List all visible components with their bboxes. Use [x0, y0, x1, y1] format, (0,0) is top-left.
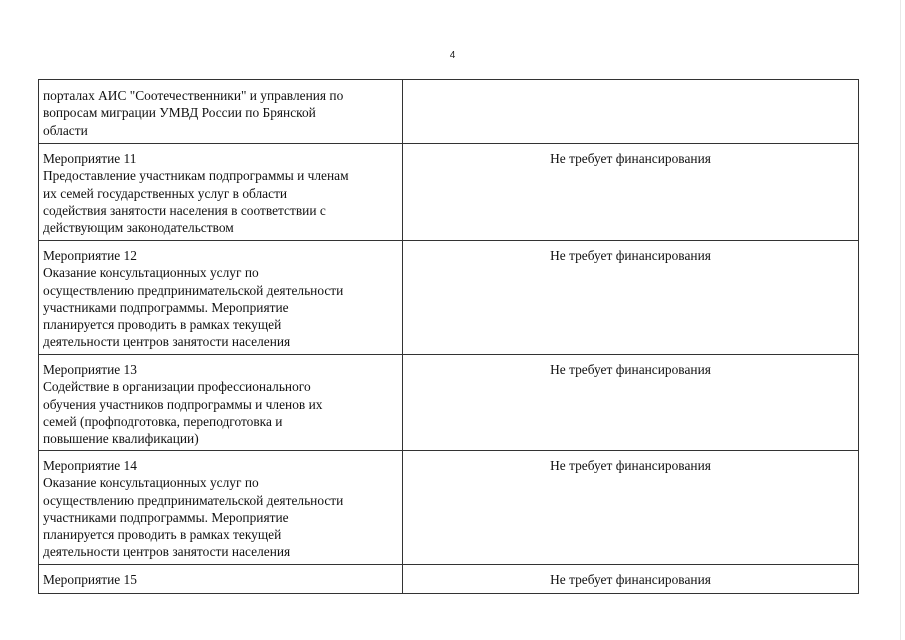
description-line: Содействие в организации профессионального — [43, 379, 311, 395]
table-row — [39, 80, 859, 144]
description-line: деятельности центров занятости населения — [43, 334, 291, 350]
table-row — [39, 144, 859, 241]
description-line: планируется проводить в рамках текущей — [43, 317, 282, 333]
description-line: деятельности центров занятости населения — [43, 544, 291, 560]
measure-title: Мероприятие 15 — [43, 572, 137, 587]
financing-cell: Не требует финансирования — [403, 565, 859, 594]
measure-title: Мероприятие 14 — [43, 458, 137, 473]
page-number: 4 — [449, 50, 456, 61]
measure-title: Мероприятие 12 — [43, 248, 137, 263]
measures-table-body — [39, 80, 859, 594]
measure-description-cell — [39, 451, 403, 565]
measure-description-cell — [39, 80, 403, 144]
financing-cell: Не требует финансирования — [403, 451, 859, 565]
measure-title: Мероприятие 11 — [43, 151, 137, 166]
financing-cell — [403, 80, 859, 144]
description-line: Оказание консультационных услуг по — [43, 475, 259, 491]
description-line: содействия занятости населения в соответствии с — [43, 202, 326, 218]
description-line: Оказание консультационных услуг по — [43, 265, 259, 281]
table-row — [39, 565, 859, 594]
description-line: осуществлению предпринимательской деятельности — [43, 282, 344, 298]
financing-cell: Не требует финансирования — [403, 144, 859, 241]
description-line: вопросам миграции УМВД России по Брянской — [43, 105, 316, 121]
financing-cell: Не требует финансирования — [403, 355, 859, 451]
scan-edge-line — [900, 0, 901, 640]
financing-cell: Не требует финансирования — [403, 241, 859, 355]
description-line: действующим законодательством — [43, 220, 234, 236]
measure-description-cell — [39, 241, 403, 355]
description-line: обучения участников подпрограммы и членов их — [43, 396, 323, 412]
description-line: участниками подпрограммы. Мероприятие — [43, 509, 289, 525]
description-line: планируется проводить в рамках текущей — [43, 527, 282, 543]
table-row — [39, 451, 859, 565]
description-line: порталах АИС "Соотечественники" и управления по — [43, 88, 344, 103]
description-line: осуществлению предпринимательской деятельности — [43, 492, 344, 508]
description-line: участниками подпрограммы. Мероприятие — [43, 299, 289, 315]
measures-table — [38, 79, 859, 594]
description-line: семей (профподготовка, переподготовка и — [43, 413, 283, 429]
measure-description-cell — [39, 565, 403, 594]
measure-description-cell — [39, 355, 403, 451]
description-line: Предоставление участникам подпрограммы и членам — [43, 168, 349, 184]
measure-description-cell — [39, 144, 403, 241]
description-line: повышение квалификации) — [43, 431, 199, 447]
measure-title: Мероприятие 13 — [43, 362, 137, 377]
description-line: области — [43, 122, 88, 138]
table-row — [39, 355, 859, 451]
description-line: их семей государственных услуг в области — [43, 185, 288, 201]
table-row — [39, 241, 859, 355]
